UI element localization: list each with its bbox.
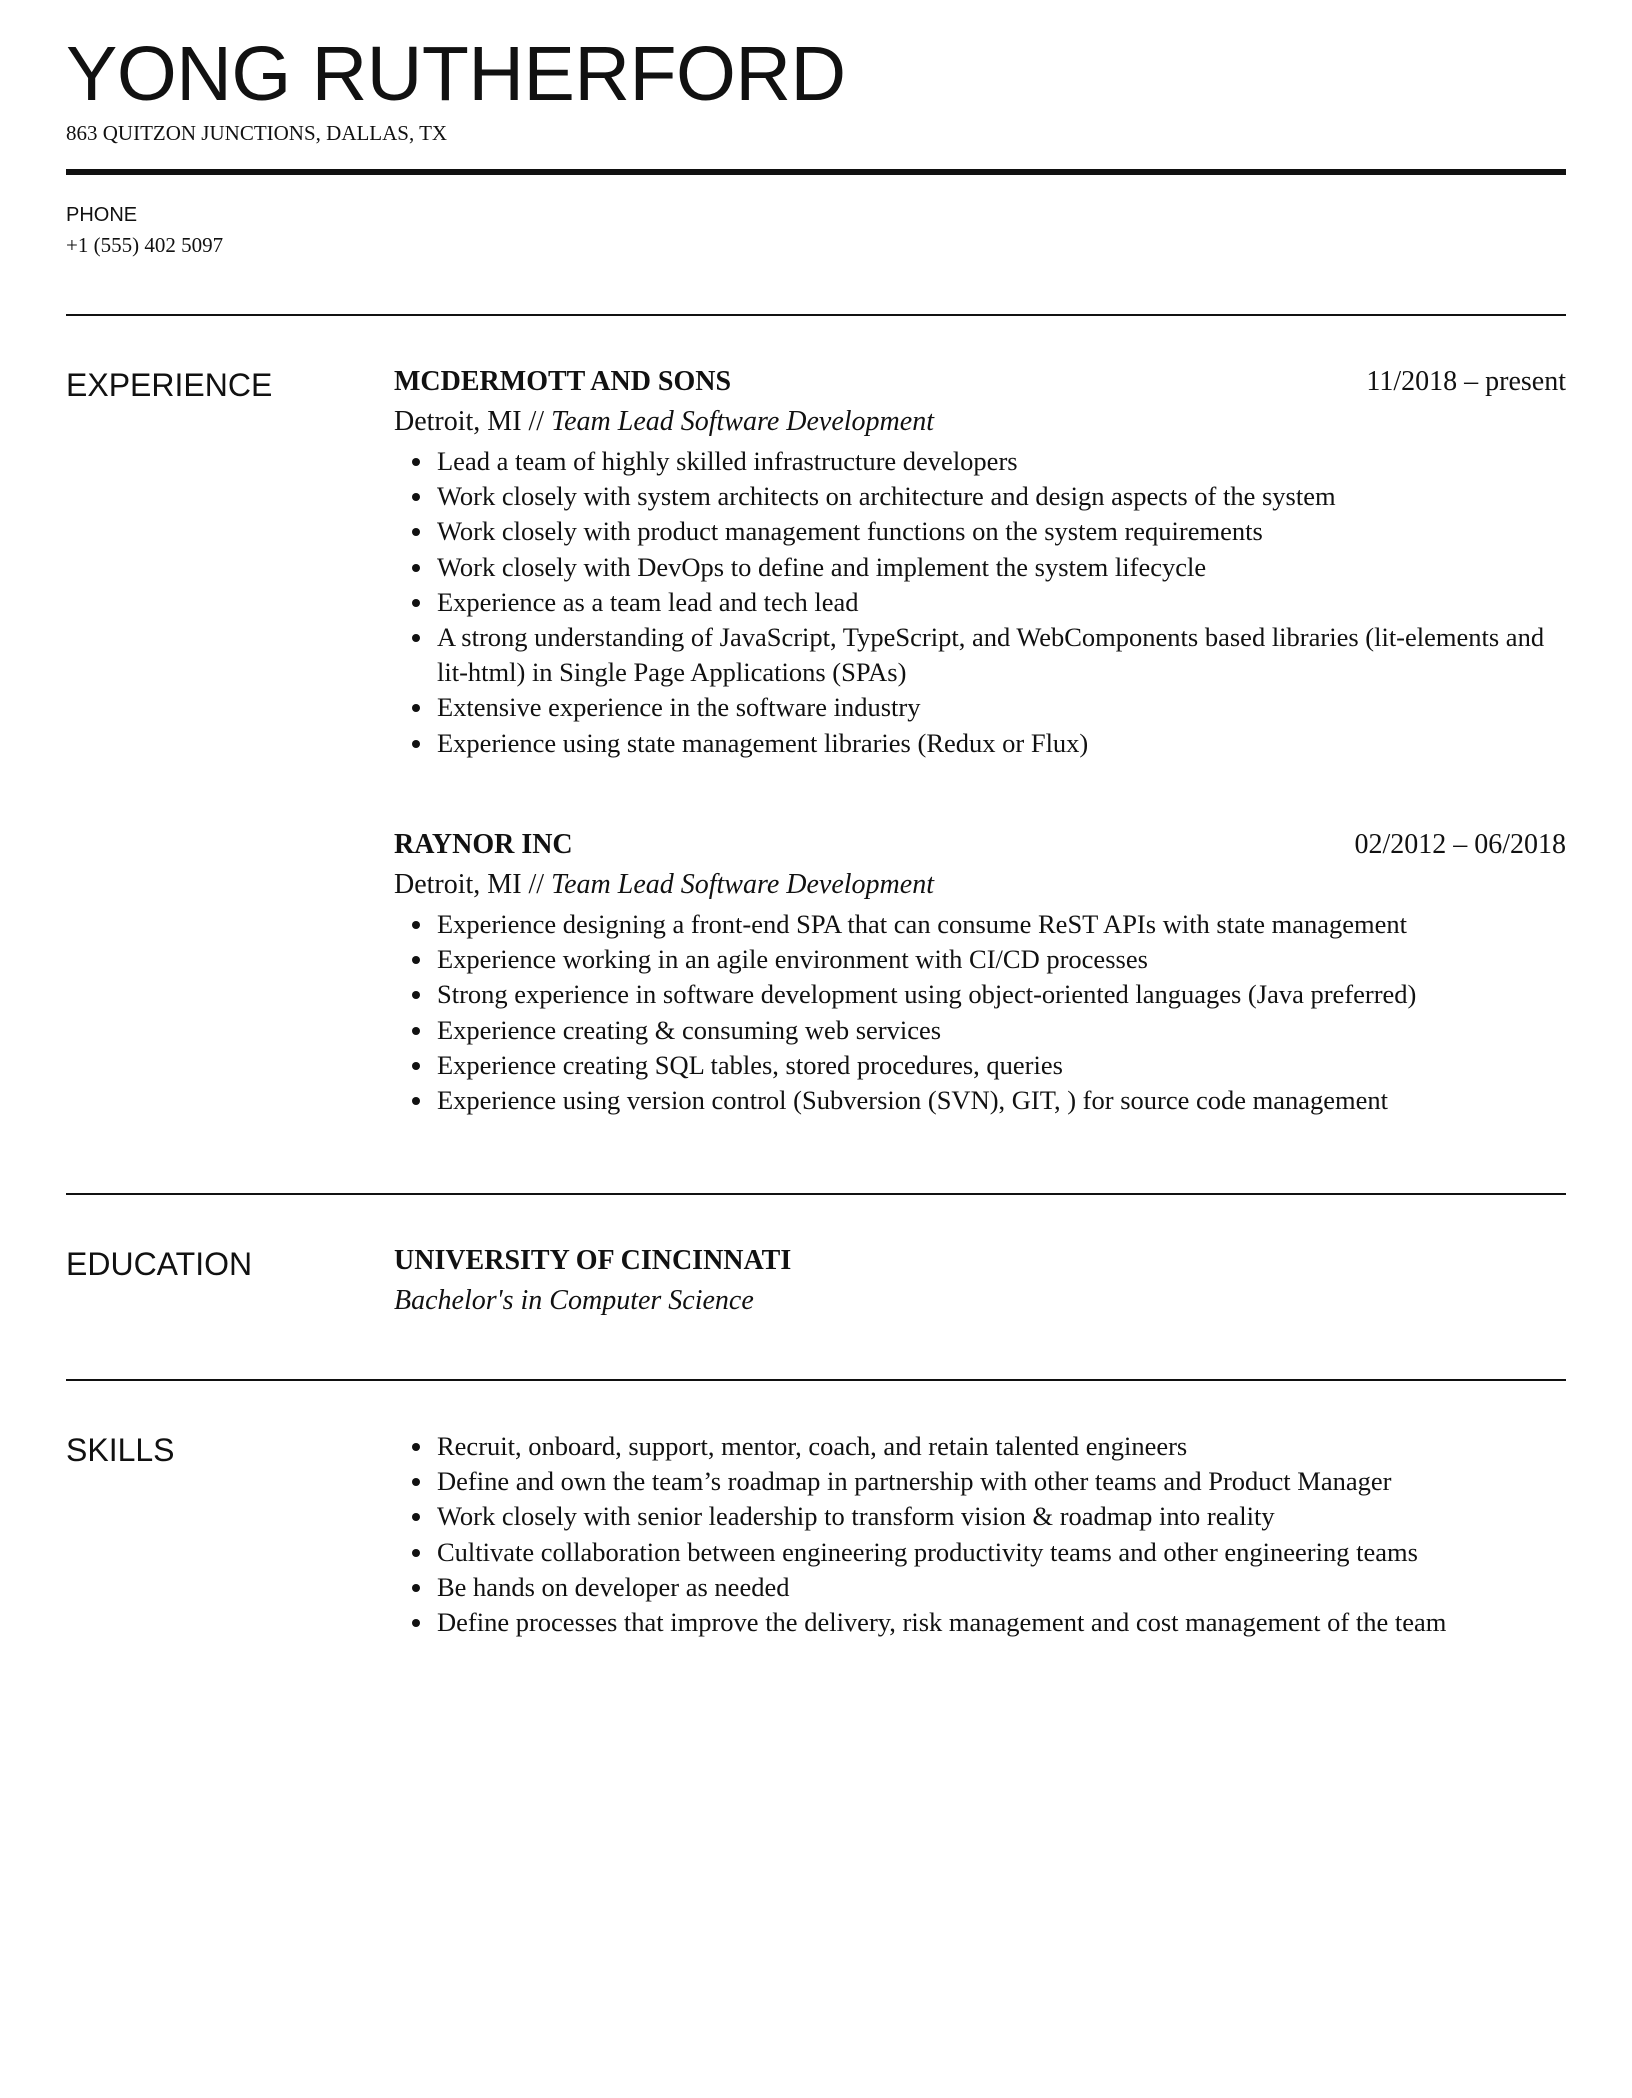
job-bullet: Experience as a team lead and tech lead — [394, 585, 1566, 620]
skills-entry — [394, 1429, 1566, 1640]
skills-section-title: SKILLS — [66, 1432, 175, 1468]
education-school: UNIVERSITY OF CINCINNATI — [394, 1245, 792, 1276]
candidate-address: 863 QUITZON JUNCTIONS, DALLAS, TX — [66, 121, 448, 145]
section-divider-experience — [66, 314, 1566, 316]
skill-bullet: Recruit, onboard, support, mentor, coach, and retain talented engineers — [394, 1429, 1566, 1464]
job-bullet: Experience creating SQL tables, stored procedures, queries — [394, 1048, 1566, 1083]
education-section-title: EDUCATION — [66, 1246, 253, 1282]
section-divider-education — [66, 1193, 1566, 1195]
skill-bullet: Cultivate collaboration between engineering productivity teams and other engineering teams — [394, 1535, 1566, 1570]
job-location: Detroit, MI — [394, 406, 522, 437]
skill-bullet: Define processes that improve the delivery, risk management and cost management of the team — [394, 1605, 1566, 1640]
phone-value: +1 (555) 402 5097 — [66, 233, 224, 257]
skills-bullets — [394, 1429, 1566, 1640]
job-bullet: Lead a team of highly skilled infrastructure developers — [394, 444, 1566, 479]
skill-bullet: Define and own the team’s roadmap in partnership with other teams and Product Manager — [394, 1464, 1566, 1499]
experience-section-title: EXPERIENCE — [66, 367, 273, 403]
education-entry — [394, 1243, 1566, 1319]
job-entry-1 — [394, 364, 1566, 761]
job-bullets — [394, 444, 1566, 761]
job-bullet: Work closely with product management functions on the system requirements — [394, 514, 1566, 549]
job-company: RAYNOR INC — [394, 829, 573, 860]
skill-bullet: Work closely with senior leadership to transform vision & roadmap into reality — [394, 1499, 1566, 1534]
job-dates: 02/2012 – 06/2018 — [1354, 829, 1566, 860]
job-role: Team Lead Software Development — [551, 869, 934, 900]
job-bullet: Experience designing a front-end SPA that can consume ReST APIs with state management — [394, 907, 1566, 942]
job-role: Team Lead Software Development — [551, 406, 934, 437]
section-divider-skills — [66, 1379, 1566, 1381]
job-bullet: Work closely with DevOps to define and implement the system lifecycle — [394, 550, 1566, 585]
phone-label: PHONE — [66, 204, 138, 226]
job-dates: 11/2018 – present — [1366, 366, 1566, 397]
education-degree: Bachelor's in Computer Science — [394, 1285, 754, 1316]
job-separator: // — [528, 406, 545, 437]
job-bullets — [394, 907, 1566, 1118]
job-bullet: Work closely with system architects on architecture and design aspects of the system — [394, 479, 1566, 514]
job-location: Detroit, MI — [394, 869, 522, 900]
job-bullet: Experience working in an agile environment with CI/CD processes — [394, 942, 1566, 977]
job-bullet: Experience using version control (Subversion (SVN), GIT, ) for source code management — [394, 1083, 1566, 1118]
job-company: MCDERMOTT AND SONS — [394, 366, 732, 397]
job-bullet: Strong experience in software development using object-oriented languages (Java preferred) — [394, 977, 1566, 1012]
job-entry-2 — [394, 827, 1566, 1118]
job-location-role — [394, 867, 1566, 907]
job-location-role — [394, 404, 1566, 444]
header-divider — [66, 169, 1566, 175]
job-bullet: A strong understanding of JavaScript, TypeScript, and WebComponents based libraries (lit-elements and lit-html) in Single Page Applications (SPAs) — [394, 620, 1566, 690]
job-separator: // — [528, 869, 545, 900]
candidate-name: YONG RUTHERFORD — [66, 31, 846, 117]
job-header — [394, 827, 1566, 867]
job-bullet: Extensive experience in the software industry — [394, 690, 1566, 725]
job-bullet: Experience creating & consuming web services — [394, 1013, 1566, 1048]
job-bullet: Experience using state management libraries (Redux or Flux) — [394, 726, 1566, 761]
job-header — [394, 364, 1566, 404]
skill-bullet: Be hands on developer as needed — [394, 1570, 1566, 1605]
